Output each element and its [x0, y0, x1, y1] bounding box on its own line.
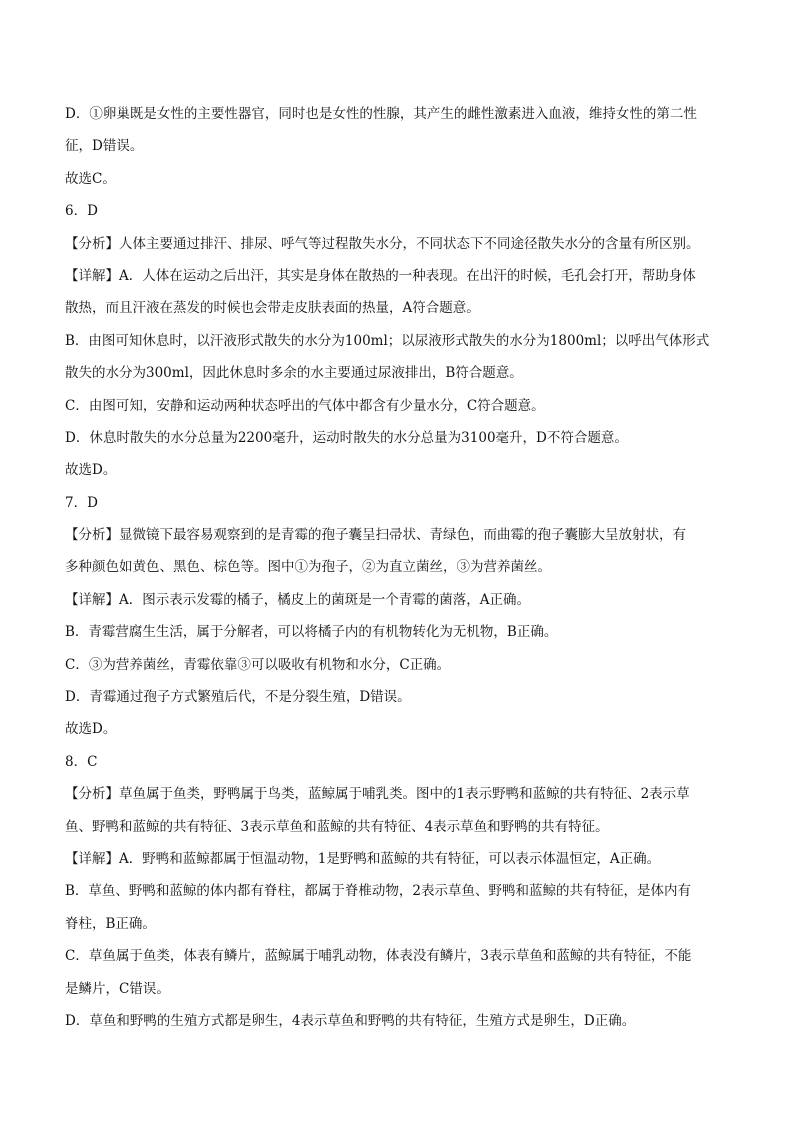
analysis-line: 【分析】草鱼属于鱼类，野鸭属于鸟类，蓝鲸属于哺乳类。图中的1表示野鸭和蓝鲸的共有特征、2表示草: [65, 786, 690, 803]
explanation-line: 【详解】A．图示表示发霉的橘子，橘皮上的菌斑是一个青霉的菌落，A正确。: [65, 591, 530, 608]
text-line: D．草鱼和野鸭的生殖方式都是卵生，4表示草鱼和野鸭的共有特征，生殖方式是卵生，D正确。: [65, 1012, 636, 1029]
text-line: C．③为营养菌丝，青霉依靠③可以吸收有机物和水分，C正确。: [65, 656, 451, 673]
question-number: 8．C: [65, 753, 98, 770]
text-line: 征，D错误。: [65, 138, 144, 155]
text-line: D．①卵巢既是女性的主要性器官，同时也是女性的性腺，其产生的雌性激素进入血液，维持女性的第二性: [65, 106, 697, 122]
text-line: 是鳞片，C错误。: [65, 980, 170, 997]
text-line: 故选D。: [65, 721, 117, 738]
analysis-line: 【分析】显微镜下最容易观察到的是青霉的孢子囊呈扫帚状、青绿色，而曲霉的孢子囊膨大呈放射状，有: [65, 527, 686, 544]
text-line: D．青霉通过孢子方式繁殖后代，不是分裂生殖，D错误。: [65, 689, 411, 706]
document-body: [65, 98, 729, 1037]
text-line: 故选D。: [65, 462, 117, 479]
explanation-line: 【详解】A．人体在运动之后出汗，其实是身体在散热的一种表现。在出汗的时候，毛孔会打开，帮助身体: [65, 267, 696, 284]
text-line: 散热，而且汗液在蒸发的时候也会带走皮肤表面的热量，A符合题意。: [65, 300, 480, 317]
text-line: 故选C。: [65, 170, 116, 187]
text-line: 鱼、野鸭和蓝鲸的共有特征、3表示草鱼和蓝鲸的共有特征、4表示草鱼和野鸭的共有特征。: [65, 818, 609, 835]
text-line: C．草鱼属于鱼类，体表有鳞片，蓝鲸属于哺乳动物，体表没有鳞片，3表示草鱼和蓝鲸的共有特征，不能: [65, 948, 692, 965]
text-line: 散失的水分为300ml，因此休息时多余的水主要通过尿液排出，B符合题意。: [65, 365, 523, 382]
explanation-line: 【详解】A．野鸭和蓝鲸都属于恒温动物，1是野鸭和蓝鲸的共有特征，可以表示体温恒定，A正确。: [65, 850, 661, 867]
text-line: C．由图可知，安静和运动两种状态呼出的气体中都含有少量水分，C符合题意。: [65, 397, 545, 414]
text-line: B．青霉营腐生生活，属于分解者，可以将橘子内的有机物转化为无机物，B正确。: [65, 624, 558, 641]
text-line: B．草鱼、野鸭和蓝鲸的体内都有脊柱，都属于脊椎动物，2表示草鱼、野鸭和蓝鲸的共有特征，是体内有: [65, 883, 692, 900]
question-number: 7．D: [65, 494, 98, 511]
question-number: 6．D: [65, 203, 98, 220]
text-line: 脊柱，B正确。: [65, 915, 156, 932]
text-line: 多种颜色如黄色、黑色、棕色等。图中①为孢子，②为直立菌丝，③为营养菌丝。: [65, 559, 551, 576]
text-line: D．休息时散失的水分总量为2200毫升，运动时散失的水分总量为3100毫升，D不符合题意。: [65, 429, 628, 446]
analysis-line: 【分析】人体主要通过排汗、排尿、呼气等过程散失水分，不同状态下不同途径散失水分的含量有所区别。: [65, 235, 700, 252]
text-line: B．由图可知休息时，以汗液形式散失的水分为100ml；以尿液形式散失的水分为1800ml；以呼出气体形式: [65, 332, 710, 349]
